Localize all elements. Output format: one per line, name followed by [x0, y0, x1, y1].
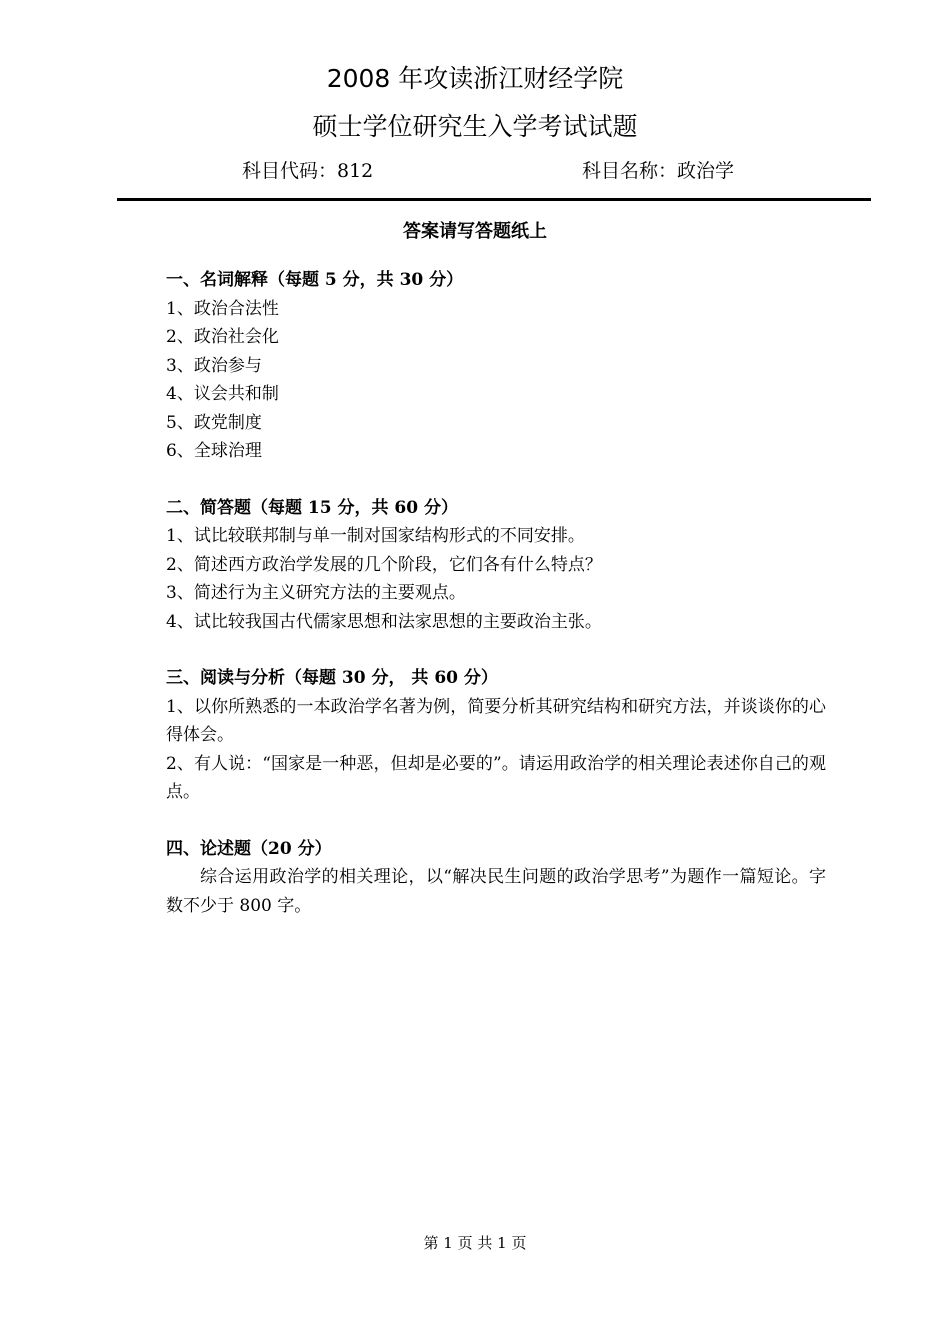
section-title: 三、阅读与分析（每题 30 分， 共 60 分） — [166, 668, 498, 688]
exam-title-line-2: 硕士学位研究生入学考试试题 — [312, 112, 638, 141]
question-item: 3、简述行为主义研究方法的主要观点。 — [166, 583, 466, 603]
question-item: 1、政治合法性 — [166, 298, 279, 319]
exam-title-line-1: 2008 年攻读浙江财经学院 — [326, 64, 624, 93]
section-title: 四、论述题（20 分） — [166, 838, 332, 859]
question-item: 5、政党制度 — [166, 412, 262, 433]
subject-name: 科目名称：政治学 — [582, 160, 735, 182]
question-item: 6、全球治理 — [166, 441, 262, 461]
section-essay — [166, 835, 826, 921]
section-title: 一、名词解释（每题 5 分，共 30 分） — [166, 270, 464, 290]
subject-code: 科目代码：812 — [242, 160, 374, 182]
question-item: 2、政治社会化 — [166, 327, 279, 347]
essay-prompt: 综合运用政治学的相关理论，以“解决民生问题的政治学思考”为题作一篇短论。字数不少于 800 字。 — [166, 867, 826, 916]
section-short-answer — [166, 494, 826, 637]
question-item: 4、试比较我国古代儒家思想和法家思想的主要政治主张。 — [166, 611, 602, 632]
question-item: 2、简述西方政治学发展的几个阶段，它们各有什么特点？ — [166, 554, 602, 575]
question-item: 2、有人说：“国家是一种恶，但却是必要的”。请运用政治学的相关理论表述你自己的观点。 — [166, 753, 826, 802]
section-reading-analysis — [166, 664, 826, 807]
question-item: 4、议会共和制 — [166, 384, 279, 404]
page-number: 第 1 页 共 1 页 — [423, 1234, 527, 1252]
question-item: 1、以你所熟悉的一本政治学名著为例，简要分析其研究结构和研究方法，并谈谈你的心得体会。 — [166, 696, 826, 745]
header-divider — [117, 198, 871, 201]
section-title: 二、简答题（每题 15 分，共 60 分） — [166, 497, 458, 518]
question-item: 1、试比较联邦制与单一制对国家结构形式的不同安排。 — [166, 526, 585, 546]
question-item: 3、政治参与 — [166, 355, 262, 376]
exam-content — [166, 266, 826, 948]
section-term-definitions — [166, 266, 826, 466]
answer-notice: 答案请写答题纸上 — [403, 221, 547, 242]
